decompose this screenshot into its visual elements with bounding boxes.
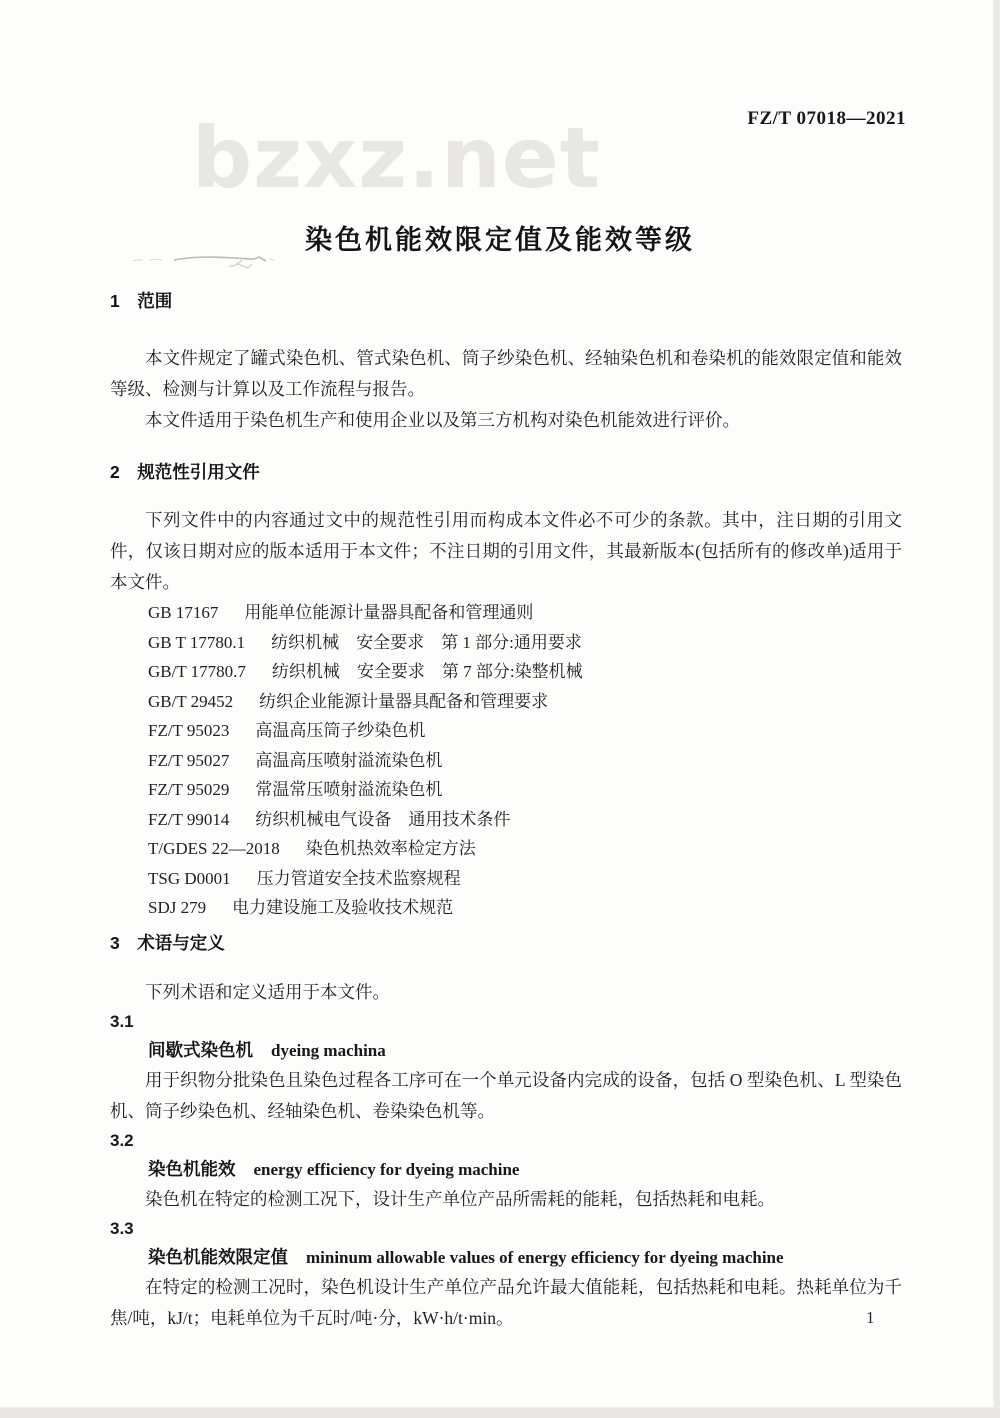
- term-name: [110, 1155, 902, 1184]
- reference-code: GB/T 29452: [148, 691, 234, 711]
- reference-item: [148, 893, 902, 923]
- term-block: [110, 1127, 902, 1215]
- reference-code: FZ/T 95029: [148, 780, 230, 799]
- section-2-heading: 2 规范性引用文件: [110, 462, 260, 482]
- reference-item: [148, 628, 902, 658]
- term-name-zh: 间歇式染色机: [148, 1040, 253, 1060]
- term-name-zh: 染色机能效: [148, 1159, 236, 1179]
- scan-edge-right: [993, 0, 1000, 1418]
- reference-code: FZ/T 95027: [148, 750, 230, 770]
- page-number: 1: [866, 1308, 875, 1327]
- section-scope: [110, 289, 902, 436]
- term-number: 3.1: [110, 1012, 134, 1031]
- reference-item: [148, 775, 902, 805]
- reference-title: 压力管道安全技术监察规程: [256, 868, 461, 888]
- section-normative-references: [110, 460, 902, 923]
- reference-code: FZ/T 95023: [148, 721, 230, 740]
- scan-edge-bottom: [0, 1407, 1000, 1418]
- reference-title: 纺织机械 安全要求 第 7 部分:染整机械: [271, 662, 583, 681]
- reference-code: GB T 17780.1: [148, 632, 246, 652]
- reference-item: [148, 716, 902, 746]
- reference-code: TSG D0001: [148, 868, 231, 888]
- scope-paragraph-2: 本文件适用于染色机生产和使用企业以及第三方机构对染色机能效进行评价。: [145, 410, 740, 430]
- reference-code: SDJ 279: [148, 898, 207, 917]
- reference-title: 高温高压喷射溢流染色机: [255, 750, 443, 770]
- term-name-en: dyeing machina: [271, 1041, 386, 1060]
- term-name: [110, 1036, 902, 1065]
- term-name: [110, 1243, 902, 1272]
- reference-title: 纺织机械电气设备 通用技术条件: [255, 809, 511, 829]
- term-definition: 用于织物分批染色且染色过程各工序可在一个单元设备内完成的设备，包括 O 型染色机、L 型染色机、筒子纱染色机、经轴染色机、卷染染色机等。: [110, 1070, 902, 1121]
- reference-list: [110, 598, 902, 923]
- reference-title: 高温高压筒子纱染色机: [255, 721, 426, 740]
- reference-title: 染色机热效率检定方法: [305, 839, 476, 858]
- reference-item: [148, 598, 902, 628]
- reference-item: [148, 657, 902, 687]
- reference-code: GB 17167: [148, 603, 219, 622]
- watermark: bzxz.net: [192, 109, 601, 207]
- reference-title: 电力建设施工及验收技术规范: [232, 898, 454, 917]
- references-intro: 下列文件中的内容通过文中的规范性引用而构成本文件必不可少的条款。其中，注日期的引用文件，仅该日期对应的版本适用于本文件；不注日期的引用文件，其最新版本(包括所有的修改单)适用于本文件。: [110, 510, 902, 592]
- pencil-mark: [130, 248, 280, 276]
- section-terms-definitions: [110, 931, 902, 1334]
- reference-title: 用能单位能源计量器具配备和管理通则: [244, 603, 534, 622]
- reference-code: GB/T 17780.7: [148, 662, 246, 681]
- terms-intro: 下列术语和定义适用于本文件。: [145, 982, 390, 1002]
- term-block: [110, 1008, 902, 1127]
- reference-title: 常温常压喷射溢流染色机: [255, 780, 443, 799]
- reference-item: [148, 805, 902, 835]
- term-name-zh: 染色机能效限定值: [148, 1247, 288, 1267]
- term-number: 3.3: [110, 1219, 134, 1238]
- section-1-heading: 1 范围: [110, 291, 173, 311]
- section-3-heading: 3 术语与定义: [110, 933, 225, 953]
- term-name-en: energy efficiency for dyeing machine: [253, 1160, 520, 1179]
- term-definition: 在特定的检测工况时，染色机设计生产单位产品允许最大值能耗，包括热耗和电耗。热耗单位为千焦/吨，kJ/t；电耗单位为千瓦时/吨·分，kW·h/t·min。: [110, 1277, 902, 1328]
- reference-item: [148, 864, 902, 894]
- document-code: FZ/T 07018—2021: [747, 108, 906, 129]
- reference-code: FZ/T 99014: [148, 809, 230, 829]
- reference-title: 纺织机械 安全要求 第 1 部分:通用要求: [271, 632, 582, 652]
- term-block: [110, 1215, 902, 1334]
- reference-code: T/GDES 22—2018: [148, 839, 280, 858]
- scope-paragraph-1: 本文件规定了罐式染色机、管式染色机、筒子纱染色机、经轴染色机和卷染机的能效限定值和能效等级、检测与计算以及工作流程与报告。: [110, 348, 902, 399]
- reference-item: [148, 746, 902, 776]
- term-name-en: mininum allowable values of energy efficiency for dyeing machine: [306, 1248, 784, 1267]
- page-title: 染色机能效限定值及能效等级: [305, 225, 695, 256]
- reference-item: [148, 687, 902, 717]
- reference-title: 纺织企业能源计量器具配备和管理要求: [259, 691, 549, 711]
- term-definition: 染色机在特定的检测工况下，设计生产单位产品所需耗的能耗，包括热耗和电耗。: [145, 1189, 775, 1209]
- reference-item: [148, 834, 902, 864]
- term-number: 3.2: [110, 1131, 134, 1150]
